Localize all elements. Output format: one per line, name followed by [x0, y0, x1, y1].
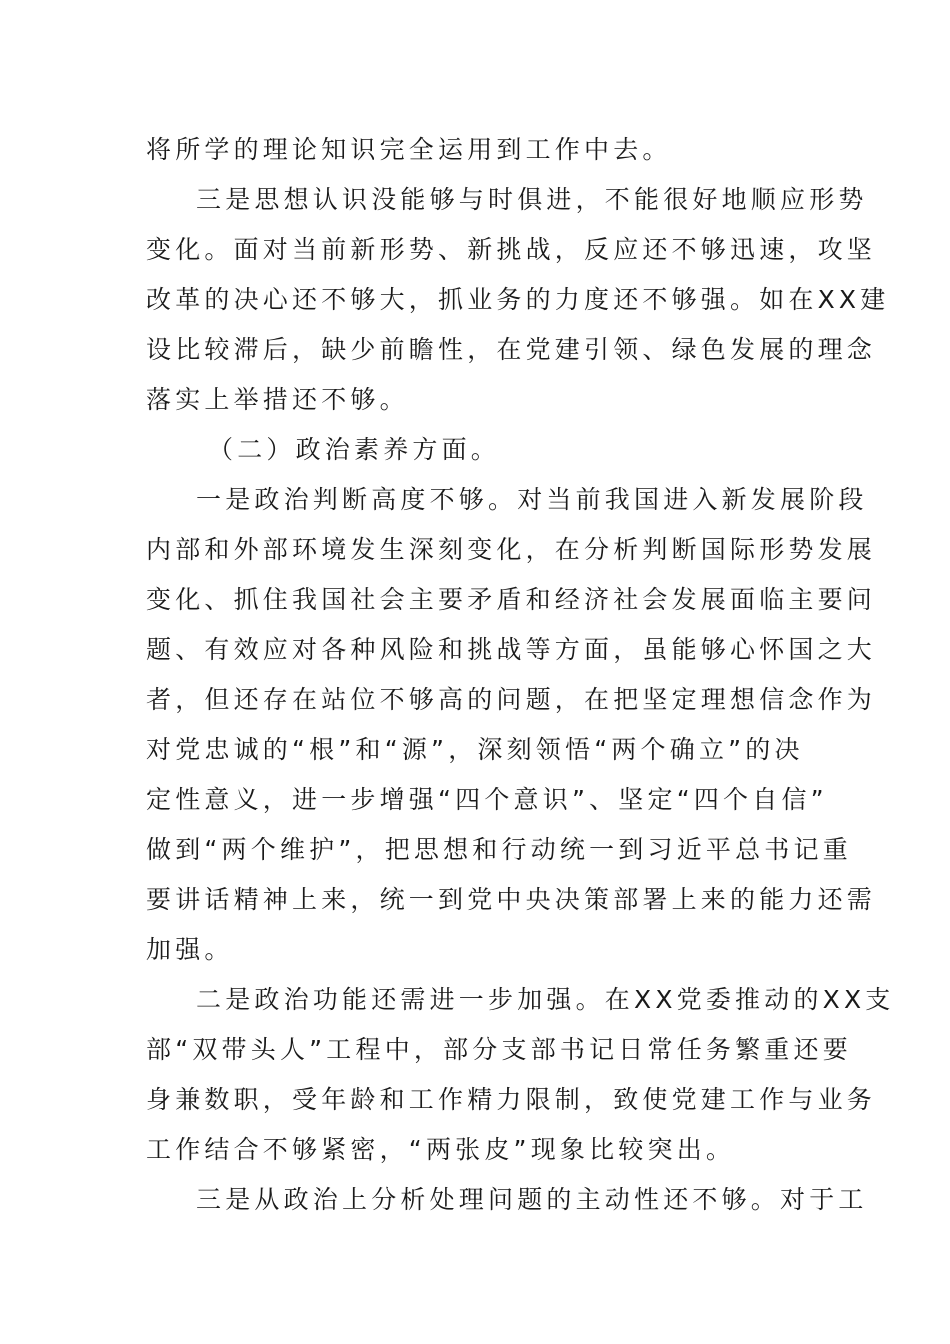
paragraph-first-line: 三是从政治上分析处理问题的主动性还不够。对于工 [196, 1185, 868, 1214]
text-line: 定性意义，进一步增强“四个意识”、坚定“四个自信” [146, 785, 828, 814]
section-heading: （二）政治素养方面。 [208, 435, 501, 464]
text-line: 改革的决心还不够大，抓业务的力度还不够强。如在XX建 [146, 285, 890, 314]
text-line: 加强。 [146, 935, 234, 964]
text-line: 将所学的理论知识完全运用到工作中去。 [146, 135, 672, 164]
text-line: 身兼数职，受年龄和工作精力限制，致使党建工作与业务 [146, 1085, 877, 1114]
text-line: 者，但还存在站位不够高的问题，在把坚定理想信念作为 [146, 685, 877, 714]
paragraph-first-line: 三是思想认识没能够与时俱进，不能很好地顺应形势 [196, 185, 868, 214]
text-line: 变化。面对当前新形势、新挑战，反应还不够迅速，攻坚 [146, 235, 877, 264]
text-line: 变化、抓住我国社会主要矛盾和经济社会发展面临主要问 [146, 585, 877, 614]
text-line: 做到“两个维护”，把思想和行动统一到习近平总书记重 [146, 835, 852, 864]
text-line: 内部和外部环境发生深刻变化，在分析判断国际形势发展 [146, 535, 877, 564]
text-line: 题、有效应对各种风险和挑战等方面，虽能够心怀国之大 [146, 635, 877, 664]
text-line: 对党忠诚的“根”和“源”，深刻领悟“两个确立”的决 [146, 735, 804, 764]
paragraph-first-line: 二是政治功能还需进一步加强。在XX党委推动的XX支 [196, 985, 895, 1014]
text-line: 部“双带头人”工程中，部分支部书记日常任务繁重还要 [146, 1035, 852, 1064]
text-line: 落实上举措还不够。 [146, 385, 409, 414]
text-line: 要讲话精神上来，统一到党中央决策部署上来的能力还需 [146, 885, 877, 914]
text-line: 工作结合不够紧密，“两张皮”现象比较突出。 [146, 1135, 736, 1164]
paragraph-first-line: 一是政治判断高度不够。对当前我国进入新发展阶段 [196, 485, 868, 514]
text-line: 设比较滞后，缺少前瞻性，在党建引领、绿色发展的理念 [146, 335, 877, 364]
